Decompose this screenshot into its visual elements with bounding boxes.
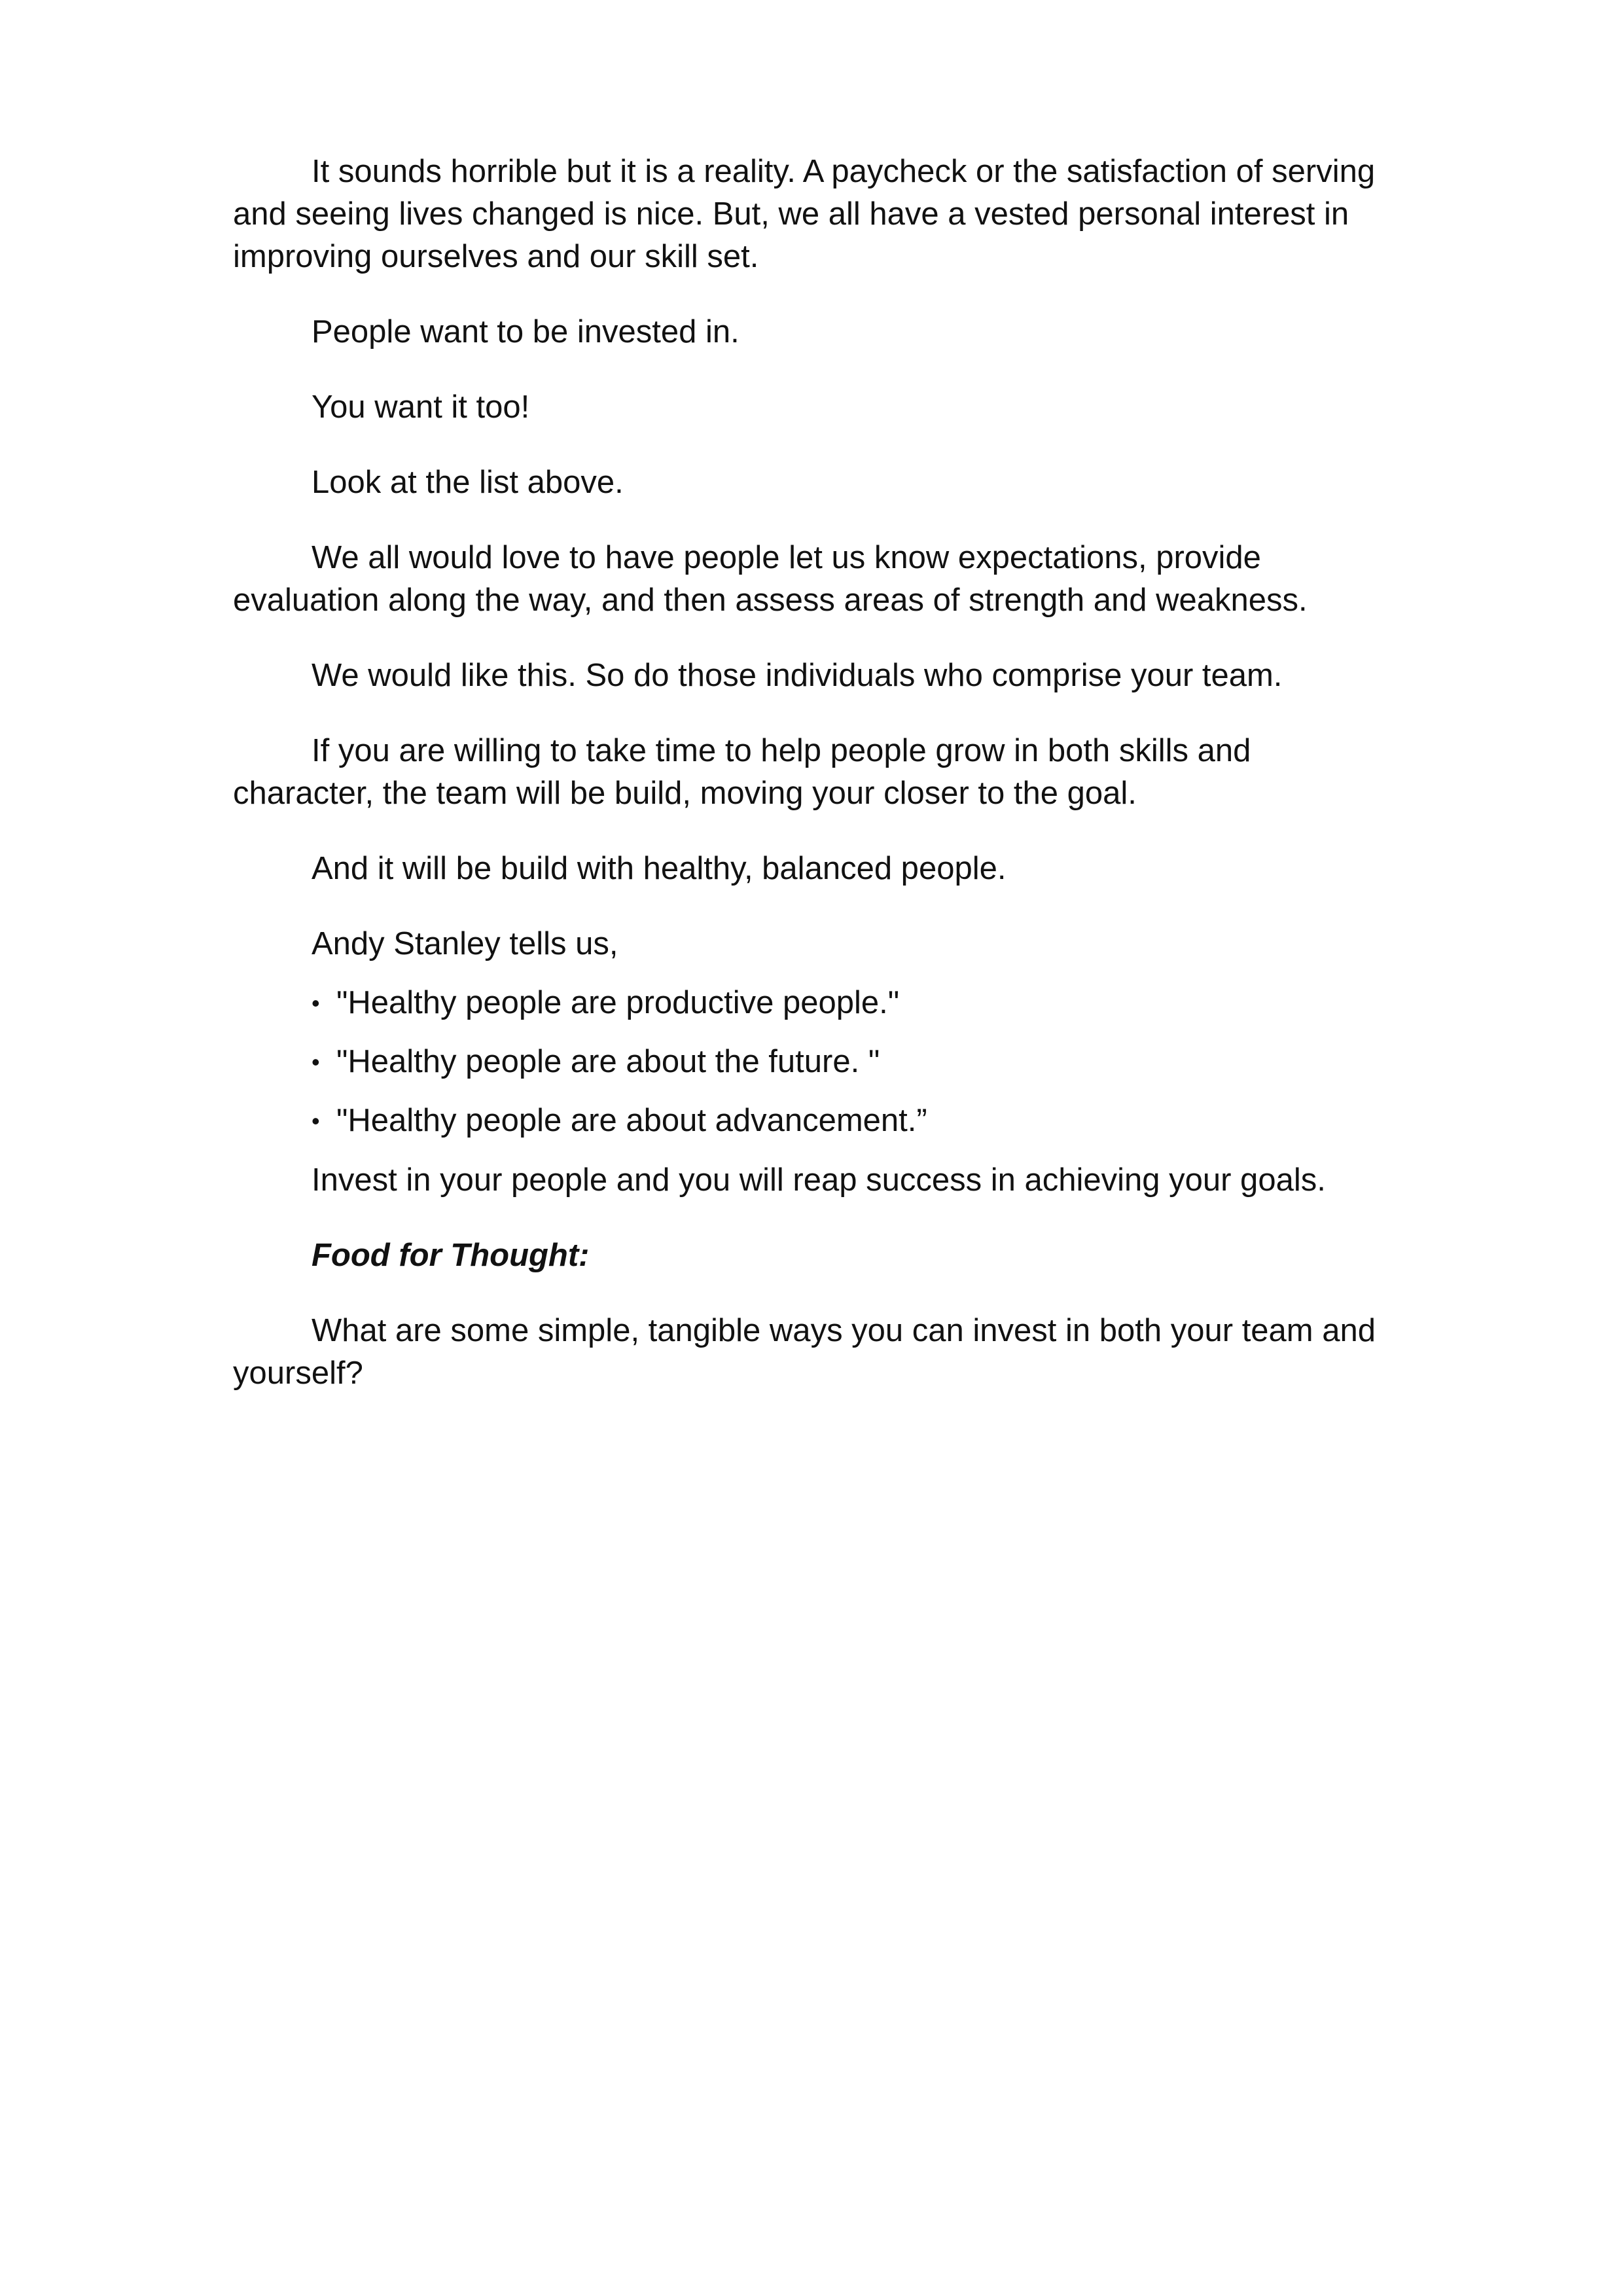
quote-list	[233, 982, 1385, 1142]
food-for-thought-heading: Food for Thought:	[312, 1238, 590, 1273]
list-item	[312, 1100, 1385, 1142]
paragraph: People want to be invested in.	[312, 314, 740, 350]
paragraph: We all would love to have people let us know expectations, provide evaluation along the way, and then assess areas of strength and weakness.	[233, 540, 1308, 618]
quote-text: "Healthy people are about advancement.”	[336, 1103, 927, 1138]
paragraph: If you are willing to take time to help people grow in both skills and character, the team will be build, moving your closer to the goal.	[233, 733, 1251, 811]
paragraph: Look at the list above.	[312, 465, 624, 500]
quote-text: "Healthy people are productive people."	[336, 985, 900, 1020]
paragraph: We would like this. So do those individuals who comprise your team.	[312, 658, 1283, 693]
quote-intro: Andy Stanley tells us,	[312, 926, 618, 961]
paragraph: And it will be build with healthy, balanced people.	[312, 851, 1007, 886]
question-paragraph: What are some simple, tangible ways you can invest in both your team and yourself?	[233, 1313, 1376, 1391]
paragraph: You want it too!	[312, 389, 530, 425]
bullet-icon: •	[312, 1049, 320, 1075]
paragraph: It sounds horrible but it is a reality. A paycheck or the satisfaction of serving and seeing lives changed is nice. But, we all have a vested personal interest in improving ourselves and our skill set.	[233, 154, 1376, 274]
closing-paragraph: Invest in your people and you will reap success in achieving your goals.	[312, 1162, 1326, 1198]
quote-text: "Healthy people are about the future. "	[336, 1044, 880, 1079]
body-text	[233, 151, 1385, 1427]
bullet-icon: •	[312, 990, 320, 1016]
list-item	[312, 982, 1385, 1024]
bullet-icon: •	[312, 1107, 320, 1134]
list-item	[312, 1041, 1385, 1083]
